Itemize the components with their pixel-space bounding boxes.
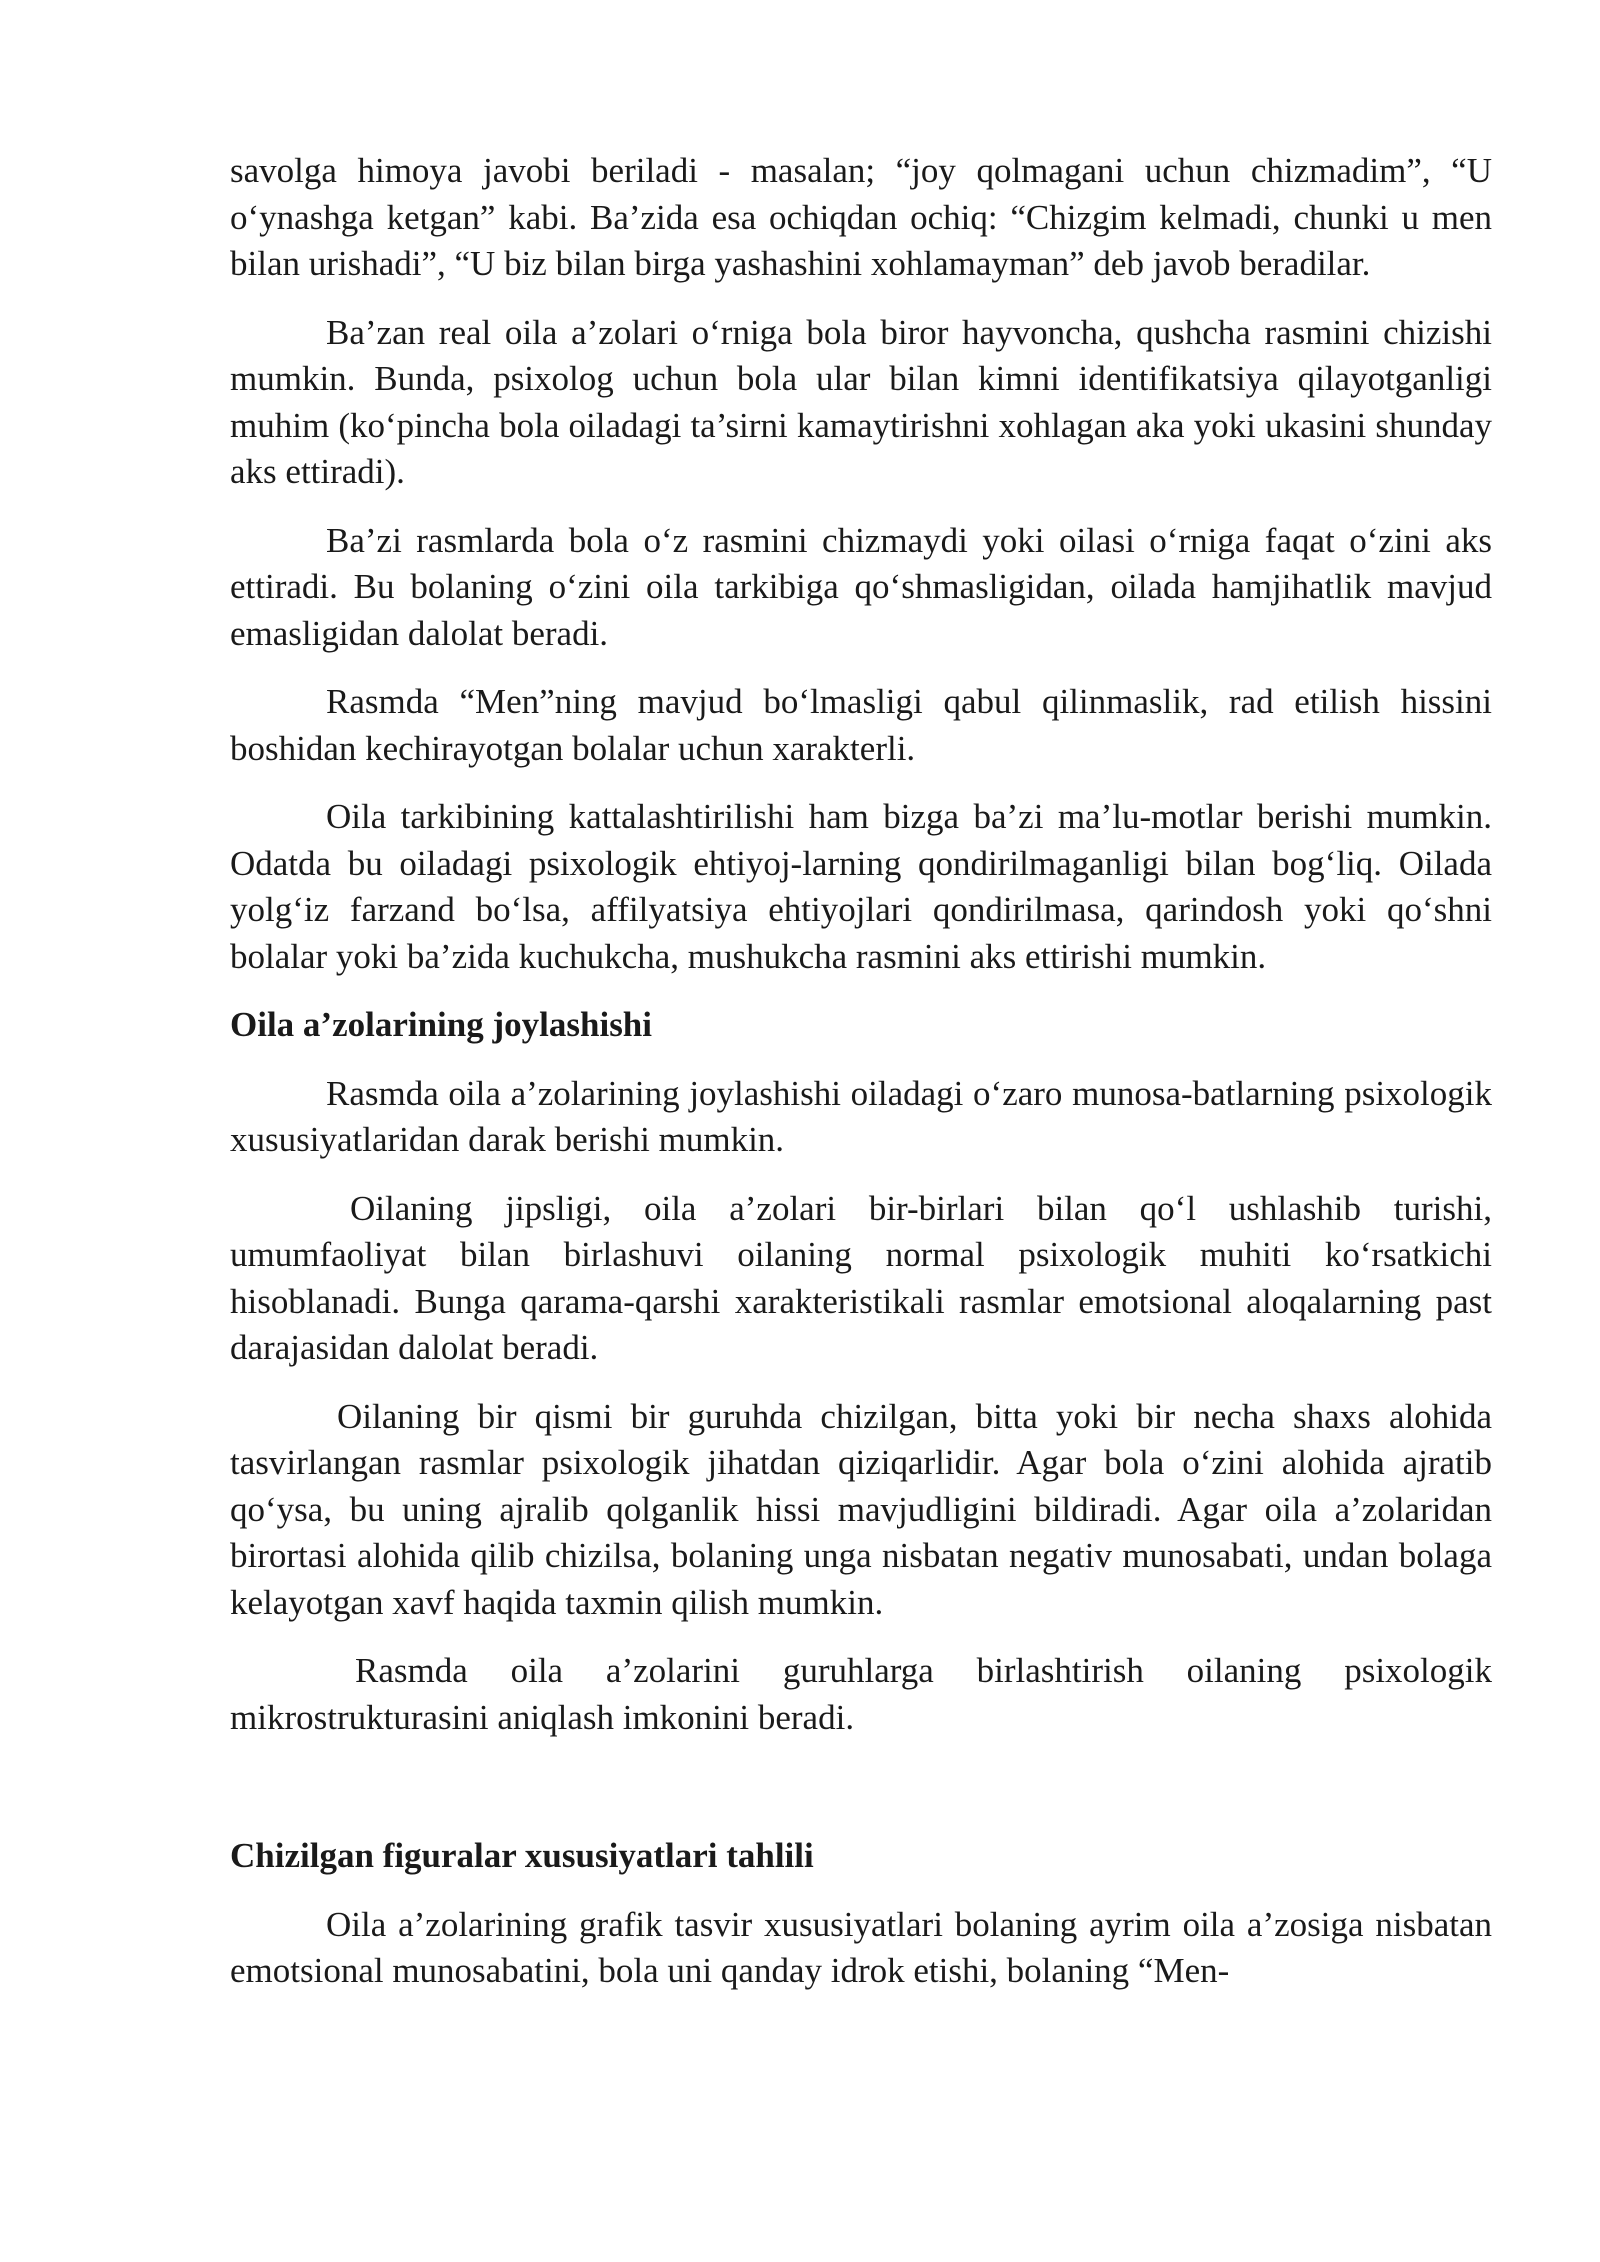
document-page — [230, 148, 1492, 1995]
paragraph-1: savolga himoya javobi beriladi - masalan; “joy qolmagani uchun chizmadim”, “U o‘ynashga ketgan” kabi. Ba’zida esa ochiqdan ochiq: “Chizgim kelmadi, chunki u men bilan urishadi”, “U biz bilan birga yashashini xohlamayman” deb javob beradilar. — [230, 151, 1492, 283]
paragraph-8: Oilaning bir qismi bir guruhda chizilgan, bitta yoki bir necha shaxs alohida tasvirlangan rasmlar psixologik jihatdan qiziqarlidir. Agar bola o‘zini alohida ajratib qo‘ysa, bu uning ajralib qolganlik hissi mavjudligini bildiradi. Agar oila a’zolaridan birortasi alohida qilib chizilsa, bolaning unga nisbatan negativ munosabati, undan bolaga kelayotgan xavf haqida taxmin qilish mumkin. — [230, 1396, 1492, 1622]
paragraph-5: Oila tarkibining kattalashtirilishi ham bizga ba’zi ma’lu-motlar berishi mumkin. Odatda bu oiladagi psixologik ehtiyoj-larning qondirilmaganligi bilan bog‘liq. Oilada yolg‘iz farzand bo‘lsa, affilyatsiya ehtiyojlari qondirilmasa, qarindosh yoki qo‘shni bolalar yoki ba’zida kuchukcha, mushukcha rasmini aks ettirishi mumkin. — [230, 797, 1492, 976]
section-heading-placement: Oila a’zolarining joylashishi — [230, 1005, 652, 1044]
paragraph-10: Oila a’zolarining grafik tasvir xususiyatlari bolaning ayrim oila a’zosiga nisbatan emotsional munosabatini, bola uni qanday idrok etishi, bolaning “Men- — [230, 1904, 1492, 1990]
paragraph-4: Rasmda “Men”ning mavjud bo‘lmasligi qabul qilinmaslik, rad etilish hissini boshidan kechirayotgan bolalar uchun xarakterli. — [230, 682, 1492, 768]
paragraph-9: Rasmda oila a’zolarini guruhlarga birlashtirish oilaning psixologik mikrostrukturasini aniqlash imkonini beradi. — [230, 1651, 1492, 1737]
paragraph-2: Ba’zan real oila a’zolari o‘rniga bola biror hayvoncha, qushcha rasmini chizishi mumkin. Bunda, psixolog uchun bola ular bilan kimni identifikatsiya qilayotganligi muhim (ko‘pincha bola oiladagi ta’sirni kamaytirishni xohlagan aka yoki ukasini shunday aks ettiradi). — [230, 312, 1492, 491]
section-heading-figures: Chizilgan figuralar xususiyatlari tahlili — [230, 1836, 814, 1875]
paragraph-6: Rasmda oila a’zolarining joylashishi oiladagi o‘zaro munosa-batlarning psixologik xususiyatlaridan darak berishi mumkin. — [230, 1073, 1492, 1159]
paragraph-7: Oilaning jipsligi, oila a’zolari bir-birlari bilan qo‘l ushlashib turishi, umumfaoliyat bilan birlashuvi oilaning normal psixologik muhiti ko‘rsatkichi hisoblanadi. Bunga qarama-qarshi xarakteristikali rasmlar emotsional aloqalarning past darajasidan dalolat beradi. — [230, 1188, 1492, 1367]
paragraph-3: Ba’zi rasmlarda bola o‘z rasmini chizmaydi yoki oilasi o‘rniga faqat o‘zini aks ettiradi. Bu bolaning o‘zini oila tarkibiga qo‘shmasligidan, oilada hamjihatlik mavjud emasligidan dalolat beradi. — [230, 520, 1492, 653]
